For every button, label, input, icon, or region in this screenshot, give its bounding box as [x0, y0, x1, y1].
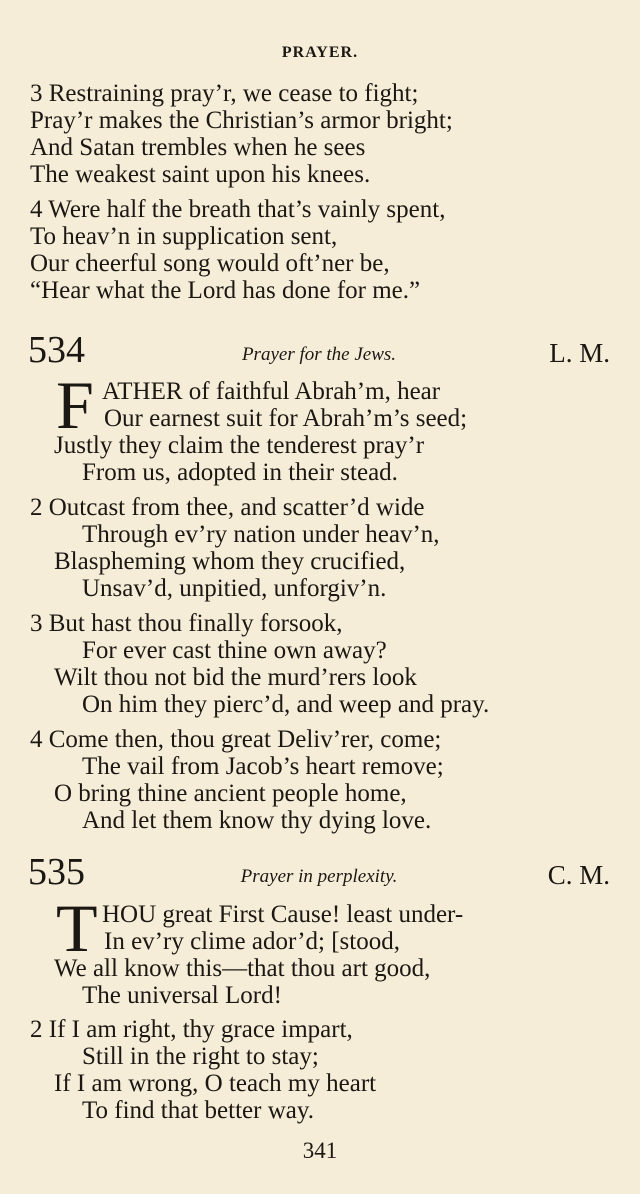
verse-line: And let them know thy dying love.: [82, 807, 432, 834]
hymn-number: 535: [28, 851, 85, 893]
verse-line: Wilt thou not bid the murd’rers look: [54, 664, 417, 691]
verse-line: 3 But hast thou finally forsook,: [30, 610, 343, 637]
verse-line: The universal Lord!: [82, 982, 282, 1009]
verse-line: Unsav’d, unpitied, unforgiv’n.: [82, 575, 387, 602]
hymn-title: Prayer for the Jews.: [241, 344, 397, 365]
verse-line: ATHER of faithful Abrah’m, hear: [102, 378, 441, 405]
page-number: 341: [302, 1138, 338, 1163]
verse-line: “Hear what the Lord has done for me.”: [30, 277, 421, 304]
hymn-header: [28, 330, 610, 370]
verse-line: 4 Come then, thou great Deliv’rer, come;: [30, 726, 442, 753]
hymn-number: 534: [28, 329, 85, 371]
hymn-header: [28, 852, 610, 892]
verse-line: Justly they claim the tenderest pray’r: [54, 432, 425, 459]
hymn-meter: L. M.: [549, 338, 610, 368]
drop-cap: F: [56, 367, 94, 443]
hymn-title: Prayer in perplexity.: [240, 866, 398, 887]
verse-line: In ev’ry clime ador’d; [stood,: [104, 928, 400, 955]
verse-line: HOU great First Cause! least under-: [102, 901, 464, 928]
verse-line: Blaspheming whom they crucified,: [54, 548, 406, 575]
verse-line: 2 Outcast from thee, and scatter’d wide: [30, 494, 425, 521]
verse-line: And Satan trembles when he sees: [30, 134, 366, 161]
verse-line: Still in the right to stay;: [82, 1043, 319, 1070]
hymn-meter: C. M.: [547, 860, 610, 890]
verse-line: O bring thine ancient people home,: [54, 780, 407, 807]
verse-line: Our cheerful song would oft’ner be,: [30, 250, 390, 277]
verse-line: Our earnest suit for Abrah’m’s seed;: [104, 405, 468, 432]
verse-line: For ever cast thine own away?: [82, 637, 387, 664]
verse-line: To find that better way.: [82, 1097, 314, 1124]
verse-line: Pray’r makes the Christian’s armor bright;: [30, 107, 453, 134]
verse-line: From us, adopted in their stead.: [82, 459, 398, 486]
running-head: PRAYER.: [281, 44, 359, 61]
verse-line: We all know this—that thou art good,: [54, 955, 431, 982]
verse-line: 2 If I am right, thy grace impart,: [30, 1016, 353, 1043]
verse-line: Through ev’ry nation under heav’n,: [82, 521, 440, 548]
verse-line: On him they pierc’d, and weep and pray.: [82, 691, 490, 718]
verse-line: 4 Were half the breath that’s vainly spent,: [30, 196, 446, 223]
drop-cap: T: [56, 890, 98, 966]
verse-line: The vail from Jacob’s heart remove;: [82, 753, 444, 780]
verse-line: The weakest saint upon his knees.: [30, 161, 371, 188]
verse-line: To heav’n in supplication sent,: [30, 223, 338, 250]
verse-line: 3 Restraining pray’r, we cease to fight;: [30, 80, 419, 107]
verse-line: If I am wrong, O teach my heart: [54, 1070, 377, 1097]
